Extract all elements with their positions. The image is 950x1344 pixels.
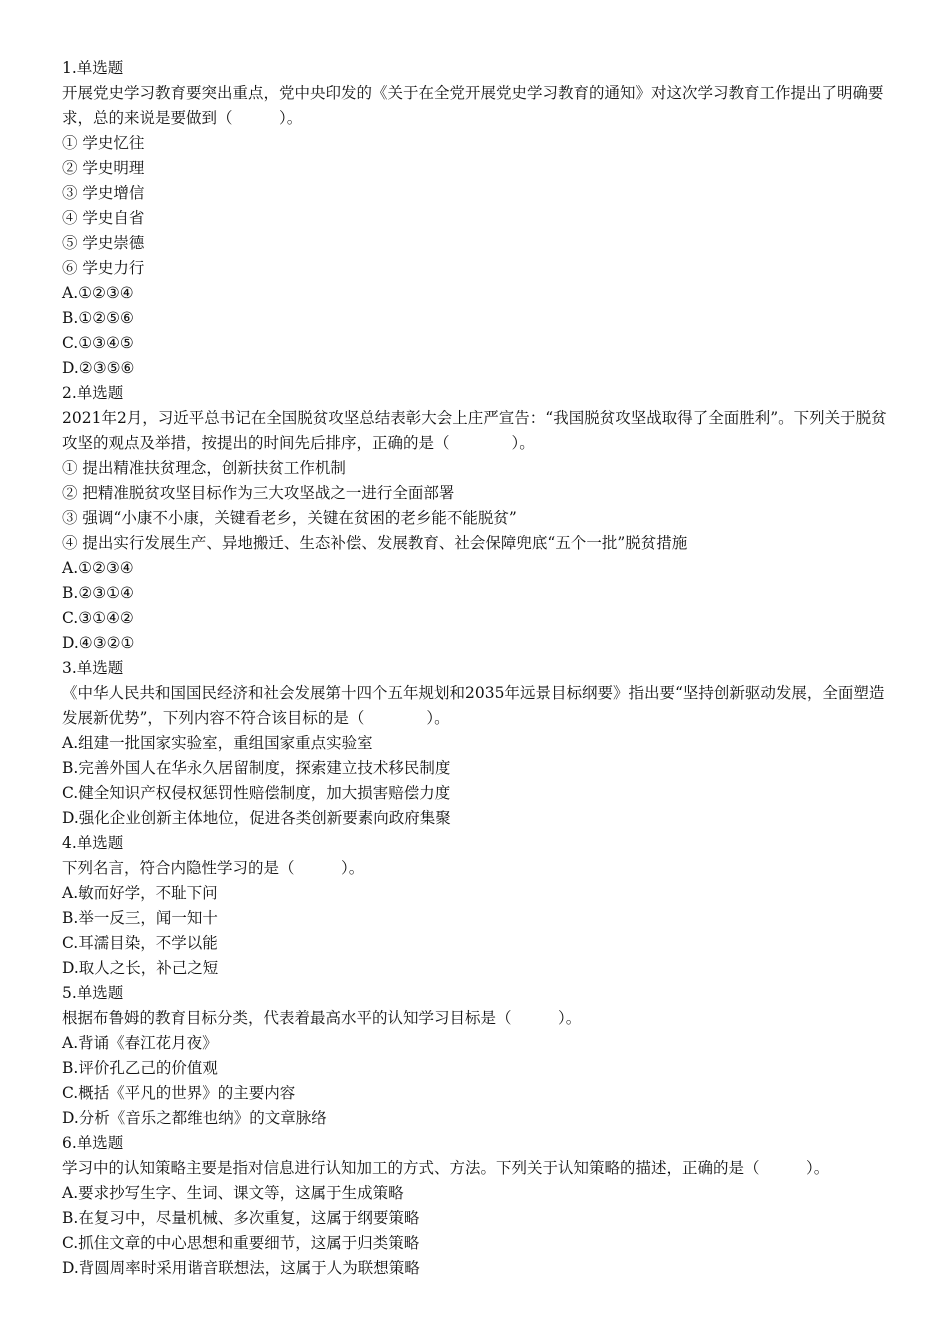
- question-stem: 根据布鲁姆的教育目标分类，代表着最高水平的认知学习目标是（ ）。: [62, 1009, 582, 1027]
- question-stem: 下列名言，符合内隐性学习的是（ ）。: [62, 859, 365, 877]
- answer-option-b: B.②③①④: [62, 584, 134, 602]
- answer-option-a: A.要求抄写生字、生词、课文等，这属于生成策略: [62, 1184, 404, 1202]
- answer-option-d: D.②③⑤⑥: [62, 359, 135, 377]
- question-6: [62, 1131, 898, 1281]
- answer-option-b: B.在复习中，尽量机械、多次重复，这属于纲要策略: [62, 1209, 420, 1227]
- question-2: [62, 381, 898, 656]
- question-stem: 《中华人民共和国国民经济和社会发展第十四个五年规划和2035年远景目标纲要》指出要“坚持创新驱动发展，全面塑造发展新优势”，下列内容不符合该目标的是（ ）。: [62, 684, 885, 727]
- question-header: 1.单选题: [62, 59, 124, 77]
- statement-item: ④ 学史自省: [62, 209, 145, 227]
- answer-option-b: B.评价孔乙己的价值观: [62, 1059, 218, 1077]
- question-stem: 开展党史学习教育要突出重点，党中央印发的《关于在全党开展党史学习教育的通知》对这次学习教育工作提出了明确要求，总的来说是要做到（ ）。: [62, 84, 884, 127]
- question-4: [62, 831, 898, 981]
- answer-option-b: B.举一反三，闻一知十: [62, 909, 218, 927]
- answer-option-a: A.敏而好学，不耻下问: [62, 884, 218, 902]
- question-stem: 2021年2月，习近平总书记在全国脱贫攻坚总结表彰大会上庄严宣告：“我国脱贫攻坚战取得了全面胜利”。下列关于脱贫攻坚的观点及举措，按提出的时间先后排序，正确的是（ ）。: [62, 409, 887, 452]
- question-1: [62, 56, 898, 381]
- question-header: 6.单选题: [62, 1134, 124, 1152]
- answer-option-d: D.分析《音乐之都维也纳》的文章脉络: [62, 1109, 327, 1127]
- answer-option-d: D.取人之长，补己之短: [62, 959, 219, 977]
- answer-option-c: C.概括《平凡的世界》的主要内容: [62, 1084, 296, 1102]
- statement-item: ② 把精准脱贫攻坚目标作为三大攻坚战之一进行全面部署: [62, 484, 455, 502]
- answer-option-c: C.③①④②: [62, 609, 134, 627]
- question-stem: 学习中的认知策略主要是指对信息进行认知加工的方式、方法。下列关于认知策略的描述，正确的是（ ）。: [62, 1159, 830, 1177]
- answer-option-b: B.完善外国人在华永久居留制度，探索建立技术移民制度: [62, 759, 451, 777]
- question-header: 5.单选题: [62, 984, 124, 1002]
- question-header: 2.单选题: [62, 384, 124, 402]
- statement-item: ① 提出精准扶贫理念，创新扶贫工作机制: [62, 459, 346, 477]
- answer-option-c: C.耳濡目染，不学以能: [62, 934, 218, 952]
- answer-option-c: C.健全知识产权侵权惩罚性赔偿制度，加大损害赔偿力度: [62, 784, 451, 802]
- statement-item: ⑥ 学史力行: [62, 259, 145, 277]
- statement-item: ① 学史忆往: [62, 134, 145, 152]
- answer-option-a: A.背诵《春江花月夜》: [62, 1034, 218, 1052]
- answer-option-c: C.①③④⑤: [62, 334, 134, 352]
- answer-option-a: A.①②③④: [62, 284, 134, 302]
- answer-option-d: D.④③②①: [62, 634, 135, 652]
- statement-item: ⑤ 学史崇德: [62, 234, 145, 252]
- question-5: [62, 981, 898, 1131]
- question-3: [62, 656, 898, 831]
- answer-option-d: D.背圆周率时采用谐音联想法，这属于人为联想策略: [62, 1259, 420, 1277]
- statement-item: ③ 强调“小康不小康，关键看老乡，关键在贫困的老乡能不能脱贫”: [62, 509, 517, 527]
- answer-option-c: C.抓住文章的中心思想和重要细节，这属于归类策略: [62, 1234, 420, 1252]
- statement-item: ④ 提出实行发展生产、异地搬迁、生态补偿、发展教育、社会保障兜底“五个一批”脱贫措施: [62, 534, 688, 552]
- question-header: 4.单选题: [62, 834, 124, 852]
- statement-item: ③ 学史增信: [62, 184, 145, 202]
- answer-option-a: A.组建一批国家实验室，重组国家重点实验室: [62, 734, 373, 752]
- answer-option-a: A.①②③④: [62, 559, 134, 577]
- answer-option-d: D.强化企业创新主体地位，促进各类创新要素向政府集聚: [62, 809, 451, 827]
- question-header: 3.单选题: [62, 659, 124, 677]
- statement-item: ② 学史明理: [62, 159, 145, 177]
- answer-option-b: B.①②⑤⑥: [62, 309, 134, 327]
